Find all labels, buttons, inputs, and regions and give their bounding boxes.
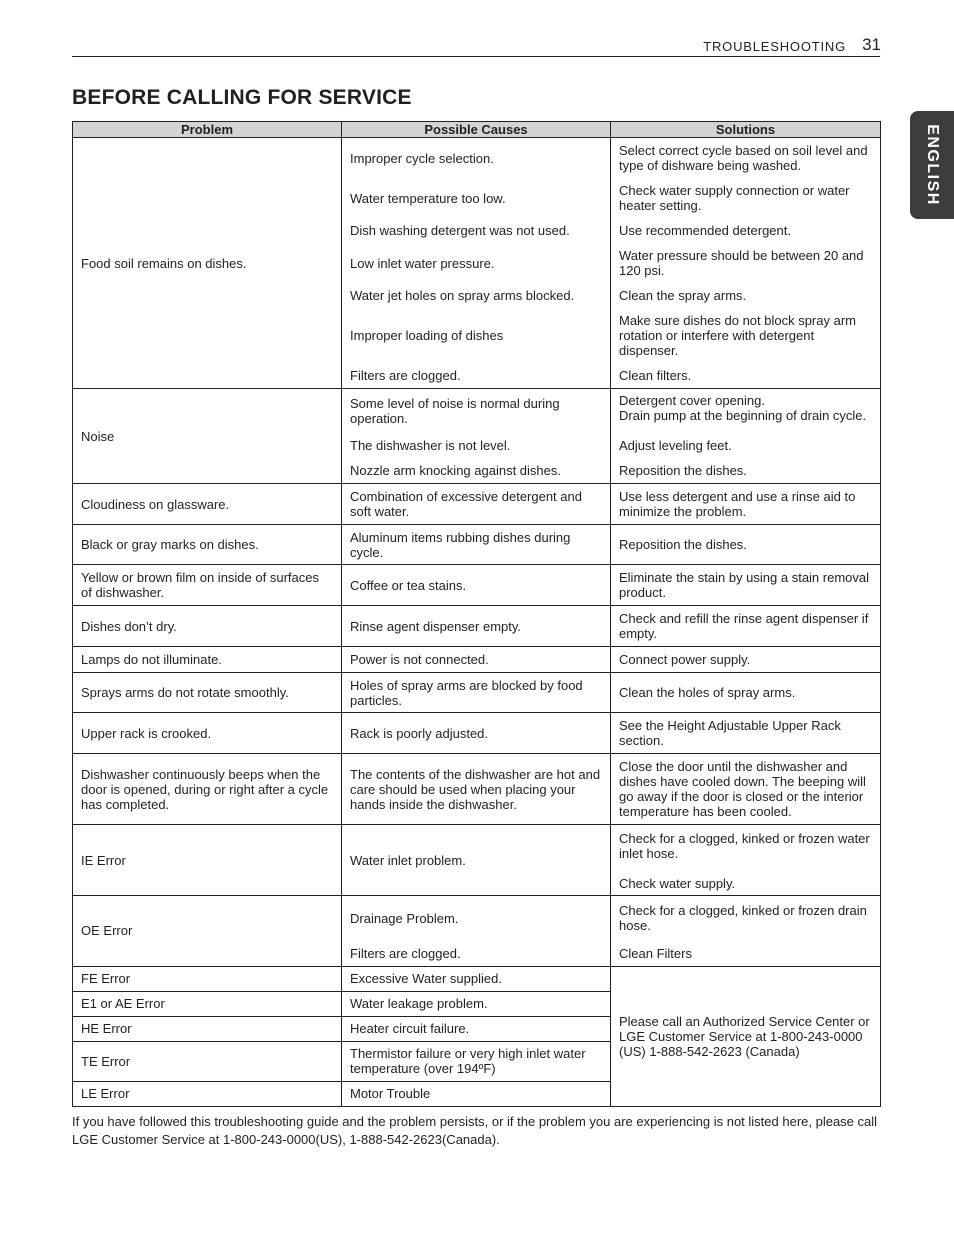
problem-cell: Yellow or brown film on inside of surfaces of dishwasher. — [73, 565, 342, 606]
table-row — [73, 565, 881, 606]
cause-cell: Thermistor failure or very high inlet water temperature (over 194ºF) — [342, 1041, 611, 1081]
problem-cell: Food soil remains on dishes. — [73, 138, 342, 389]
column-header-causes: Possible Causes — [342, 122, 611, 138]
solution-cell: Detergent cover opening. Drain pump at the beginning of drain cycle. — [611, 389, 881, 434]
cause-cell: Water inlet problem. — [342, 825, 611, 896]
solution-cell: Clean the holes of spray arms. — [611, 673, 881, 713]
cause-cell: Aluminum items rubbing dishes during cycle. — [342, 525, 611, 565]
cause-cell: Water temperature too low. — [342, 178, 611, 218]
problem-cell: HE Error — [73, 1016, 342, 1041]
header-rule — [72, 56, 880, 57]
column-header-problem: Problem — [73, 122, 342, 138]
table-row — [73, 754, 881, 825]
table-row — [73, 673, 881, 713]
solution-cell: Check for a clogged, kinked or frozen drain hose. — [611, 896, 881, 941]
problem-cell: Dishwasher continuously beeps when the door is opened, during or right after a cycle has completed. — [73, 754, 342, 825]
cause-cell: Rinse agent dispenser empty. — [342, 606, 611, 647]
solution-cell: Make sure dishes do not block spray arm rotation or interfere with detergent dispenser. — [611, 308, 881, 363]
cause-cell: Some level of noise is normal during operation. — [342, 389, 611, 434]
footnote: If you have followed this troubleshooting guide and the problem persists, or if the problem you are experiencing is not listed here, please call LGE Customer Service at 1-800-243-0000(US), 1-888-542-2623(Canada). — [72, 1114, 878, 1147]
problem-cell: Upper rack is crooked. — [73, 713, 342, 754]
table-row — [73, 606, 881, 647]
cause-cell: Low inlet water pressure. — [342, 243, 611, 283]
table-row — [73, 896, 881, 941]
solution-cell: Reposition the dishes. — [611, 525, 881, 565]
problem-cell: Noise — [73, 389, 342, 484]
solution-cell: Use less detergent and use a rinse aid to minimize the problem. — [611, 484, 881, 525]
problem-cell: OE Error — [73, 896, 342, 967]
cause-cell: Dish washing detergent was not used. — [342, 218, 611, 243]
cause-cell: Improper cycle selection. — [342, 138, 611, 179]
table-body — [73, 138, 881, 1107]
cause-cell: Nozzle arm knocking against dishes. — [342, 458, 611, 484]
solution-cell: Reposition the dishes. — [611, 458, 881, 484]
solution-cell: Connect power supply. — [611, 647, 881, 673]
solution-cell: Clean filters. — [611, 363, 881, 389]
solution-cell: Select correct cycle based on soil level and type of dishware being washed. — [611, 138, 881, 179]
cause-cell: Excessive Water supplied. — [342, 966, 611, 991]
solution-cell: Clean Filters — [611, 941, 881, 967]
cause-cell: Rack is poorly adjusted. — [342, 713, 611, 754]
solution-cell: Check for a clogged, kinked or frozen water inlet hose. Check water supply. — [611, 825, 881, 896]
table-header-row — [73, 122, 881, 138]
problem-cell: LE Error — [73, 1081, 342, 1106]
table-row — [73, 825, 881, 896]
problem-cell: Black or gray marks on dishes. — [73, 525, 342, 565]
solution-cell: Adjust leveling feet. — [611, 433, 881, 458]
table-row — [73, 138, 881, 179]
cause-cell: Water jet holes on spray arms blocked. — [342, 283, 611, 308]
solution-cell: Use recommended detergent. — [611, 218, 881, 243]
cause-cell: Holes of spray arms are blocked by food particles. — [342, 673, 611, 713]
cause-cell: Filters are clogged. — [342, 363, 611, 389]
problem-cell: FE Error — [73, 966, 342, 991]
solution-cell: Check and refill the rinse agent dispenser if empty. — [611, 606, 881, 647]
page-title: BEFORE CALLING FOR SERVICE — [72, 86, 412, 109]
troubleshooting-table — [72, 121, 881, 1107]
problem-cell: IE Error — [73, 825, 342, 896]
cause-cell: The dishwasher is not level. — [342, 433, 611, 458]
problem-cell: Sprays arms do not rotate smoothly. — [73, 673, 342, 713]
running-header-section: TROUBLESHOOTING — [703, 39, 846, 54]
cause-cell: Coffee or tea stains. — [342, 565, 611, 606]
cause-cell: Power is not connected. — [342, 647, 611, 673]
solution-cell: Check water supply connection or water heater setting. — [611, 178, 881, 218]
problem-cell: Lamps do not illuminate. — [73, 647, 342, 673]
table-row — [73, 647, 881, 673]
problem-cell: Cloudiness on glassware. — [73, 484, 342, 525]
problem-cell: TE Error — [73, 1041, 342, 1081]
cause-cell: Combination of excessive detergent and soft water. — [342, 484, 611, 525]
cause-cell: Improper loading of dishes — [342, 308, 611, 363]
table-row — [73, 525, 881, 565]
table-row — [73, 966, 881, 991]
language-tab-label: ENGLISH — [924, 124, 941, 206]
page-number: 31 — [862, 35, 881, 54]
solution-cell: See the Height Adjustable Upper Rack section. — [611, 713, 881, 754]
solution-cell: Close the door until the dishwasher and dishes have cooled down. The beeping will go away if the door is closed or the interior temperature has been cooled. — [611, 754, 881, 825]
solution-cell: Clean the spray arms. — [611, 283, 881, 308]
solution-cell: Water pressure should be between 20 and 120 psi. — [611, 243, 881, 283]
cause-cell: Water leakage problem. — [342, 991, 611, 1016]
table-row — [73, 713, 881, 754]
cause-cell: Heater circuit failure. — [342, 1016, 611, 1041]
problem-cell: E1 or AE Error — [73, 991, 342, 1016]
cause-cell: Drainage Problem. — [342, 896, 611, 941]
language-tab — [910, 111, 954, 219]
cause-cell: Motor Trouble — [342, 1081, 611, 1106]
table-row — [73, 484, 881, 525]
column-header-solutions: Solutions — [611, 122, 881, 138]
problem-cell: Dishes don’t dry. — [73, 606, 342, 647]
table-row — [73, 389, 881, 434]
solution-cell: Please call an Authorized Service Center or LGE Customer Service at 1-800-243-0000 (US) 1-888-542-2623 (Canada) — [611, 966, 881, 1106]
cause-cell: The contents of the dishwasher are hot and care should be used when placing your hands inside the dishwasher. — [342, 754, 611, 825]
cause-cell: Filters are clogged. — [342, 941, 611, 967]
solution-cell: Eliminate the stain by using a stain removal product. — [611, 565, 881, 606]
